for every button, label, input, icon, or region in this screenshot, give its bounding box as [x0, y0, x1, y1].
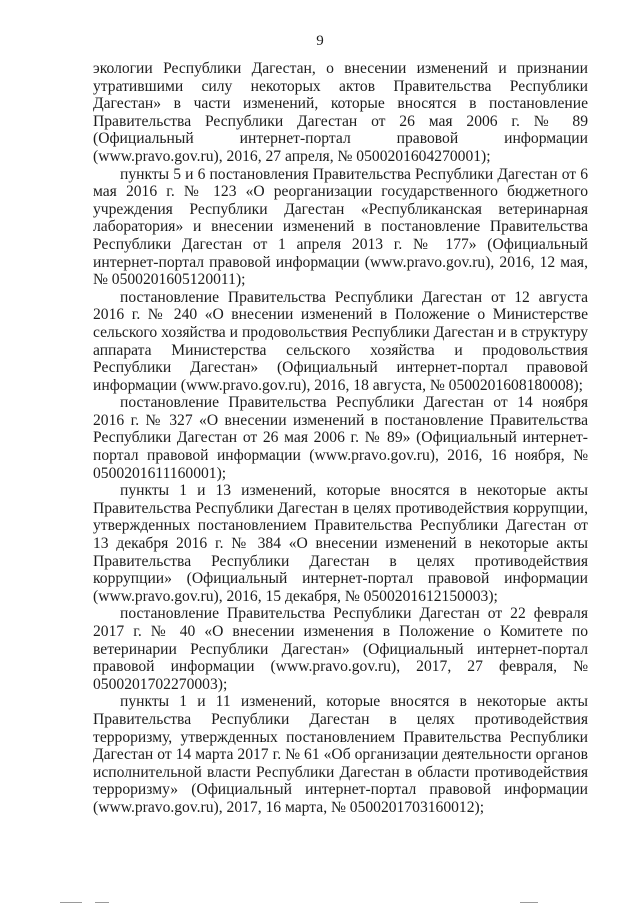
scan-mark — [60, 902, 82, 903]
scan-mark — [520, 902, 538, 903]
paragraph: постановление Правительства Республики Дагестан от 12 августа 2016 г. № 240 «О внесении изменений в Положение о Министерстве сельского хозяйства и продовольствия Республики Дагестан и в структуру аппарата Министерства сельского хозяйства и продовольствия Республики Дагестан» (Официальный интернет-портал правовой информации (www.pravo.gov.ru), 2016, 18 августа, № 0500201608180008); — [93, 288, 588, 394]
paragraph: экологии Республики Дагестан, о внесении изменений и признании утратившими силу некоторых актов Правительства Республики Дагестан» в части изменений, которые вносятся в постановление Правительства Республики Дагестан от 26 мая 2006 г. № 89 (Официальный интернет-портал правовой информации (www.pravo.gov.ru), 2016, 27 апреля, № 0500201604270001); — [93, 60, 588, 165]
page-number: 9 — [316, 33, 324, 49]
scan-artifact — [0, 899, 640, 905]
paragraph: постановление Правительства Республики Дагестан от 14 ноября 2016 г. № 327 «О внесении изменений в постановление Правительства Республики Дагестан от 26 мая 2006 г. № 89» (Официальный интернет-портал правовой информации (www.pravo.gov.ru), 2016, 16 ноября, № 0500201611160001); — [93, 394, 588, 482]
paragraph: постановление Правительства Республики Дагестан от 22 февраля 2017 г. № 40 «О внесении изменения в Положение о Комитете по ветеринарии Республики Дагестан» (Официальный интернет-портал правовой информации (www.pravo.gov.ru), 2017, 27 февраля, № 0500201702270003); — [93, 605, 588, 693]
document-body — [93, 60, 588, 817]
paragraph: пункты 1 и 11 изменений, которые вносятся в некоторые акты Правительства Республики Дагестан в целях противодействия терроризму, утвержденных постановлением Правительства Республики Дагестан от 14 марта 2017 г. № 61 «Об организации деятельности органов исполнительной власти Республики Дагестан в области противодействия терроризму» (Официальный интернет-портал правовой информации (www.pravo.gov.ru), 2017, 16 марта, № 0500201703160012); — [93, 693, 588, 816]
paragraph: пункты 1 и 13 изменений, которые вносятся в некоторые акты Правительства Республики Дагестан в целях противодействия коррупции, утвержденных постановлением Правительства Республики Дагестан от 13 декабря 2016 г. № 384 «О внесении изменений в некоторые акты Правительства Республики Дагестан в целях противодействия коррупции» (Официальный интернет-портал правовой информации (www.pravo.gov.ru), 2016, 15 декабря, № 0500201612150003); — [93, 482, 588, 605]
paragraph: пункты 5 и 6 постановления Правительства Республики Дагестан от 6 мая 2016 г. № 123 «О реорганизации государственного бюджетного учреждения Республики Дагестан «Республиканская ветеринарная лаборатория» и внесении изменений в постановление Правительства Республики Дагестан от 1 апреля 2013 г. № 177» (Официальный интернет-портал правовой информации (www.pravo.gov.ru), 2016, 12 мая, № 0500201605120011); — [93, 165, 588, 289]
scan-mark — [95, 902, 109, 903]
